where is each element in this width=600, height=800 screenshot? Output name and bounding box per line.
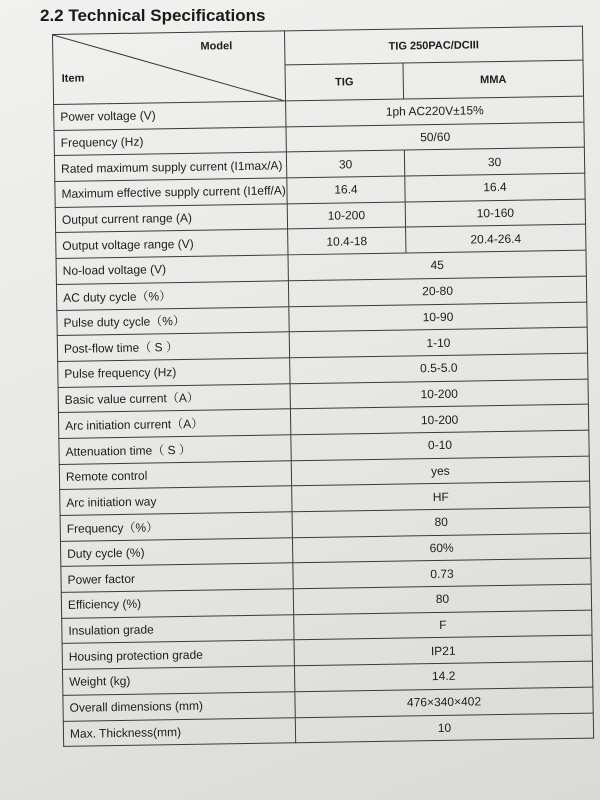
header-col-mma: MMA [403,60,584,99]
header-model-value: TIG 250PAC/DCIII [284,26,583,65]
spec-value: 80 [293,584,591,614]
spec-item-label: Power factor [61,563,293,592]
spec-item-label: Pulse duty cycle（%） [57,306,289,335]
spec-item-label: Rated maximum supply current (I1max/A) [54,152,286,181]
spec-value: 10-90 [289,302,587,332]
spec-value-tig: 30 [286,150,404,178]
spec-value: 60% [292,533,590,563]
spec-value: 10-200 [290,404,588,434]
spec-value: 14.2 [294,661,592,691]
spec-item-label: Overall dimensions (mm) [63,692,295,721]
spec-item-label: Post-flow time（ S ） [57,332,289,361]
spec-value: 1-10 [289,327,587,357]
spec-value: 1ph AC220V±15% [286,96,584,126]
spec-value: 0.5-5.0 [290,353,588,383]
spec-table [52,26,594,747]
spec-item-label: Duty cycle (%) [60,537,292,566]
spec-value-mma: 10-160 [405,199,585,228]
spec-value: 0.73 [293,558,591,588]
spec-value: HF [292,481,590,511]
spec-value: 45 [288,250,586,280]
header-diagonal-cell [53,31,286,105]
spec-value-mma: 16.4 [405,173,585,202]
spec-value: 50/60 [286,122,584,152]
spec-item-label: Frequency (Hz) [54,127,286,156]
spec-item-label: Output current range (A) [55,204,287,233]
spec-item-label: Max. Thickness(mm) [63,717,295,746]
diagonal-line [53,31,286,104]
spec-value-mma: 20.4-26.4 [406,225,586,254]
section-title: 2.2 Technical Specifications [40,6,266,25]
spec-item-label: Power voltage (V) [54,101,286,130]
spec-item-label: Basic value current（A） [58,383,290,412]
spec-value: IP21 [294,636,592,666]
spec-value: 80 [292,507,590,537]
spec-item-label: Attenuation time（ S ） [59,435,291,464]
spec-value: 476×340×402 [295,687,593,717]
header-model-label: Model [200,40,233,53]
spec-value: 10-200 [290,379,588,409]
spec-item-label: AC duty cycle（%） [56,281,288,310]
spec-item-label: Remote control [59,460,291,489]
spec-item-label: Arc initiation current（A） [58,409,290,438]
spec-item-label: Weight (kg) [62,666,294,695]
spec-value-tig: 10-200 [287,202,405,230]
spec-item-label: Insulation grade [62,615,294,644]
spec-item-label: Housing protection grade [62,640,294,669]
spec-value-mma: 30 [404,148,584,177]
spec-value: 20-80 [288,276,586,306]
header-item-label: Item [61,72,85,85]
spec-item-label: No-load voltage (V) [56,255,288,284]
header-col-tig: TIG [285,63,404,101]
spec-value: 0-10 [291,430,589,460]
spec-value-tig: 10.4-18 [288,227,406,255]
spec-item-label: Output voltage range (V) [56,229,288,258]
spec-item-label: Efficiency (%) [61,589,293,618]
spec-value: F [294,610,592,640]
spec-item-label: Frequency（%） [60,512,292,541]
spec-value: 10 [295,713,593,743]
spec-value: yes [291,456,589,486]
spec-item-label: Arc initiation way [60,486,292,515]
spec-value-tig: 16.4 [287,176,405,204]
spec-item-label: Maximum effective supply current (I1eff/A) [55,178,287,207]
spec-item-label: Pulse frequency (Hz) [58,358,290,387]
